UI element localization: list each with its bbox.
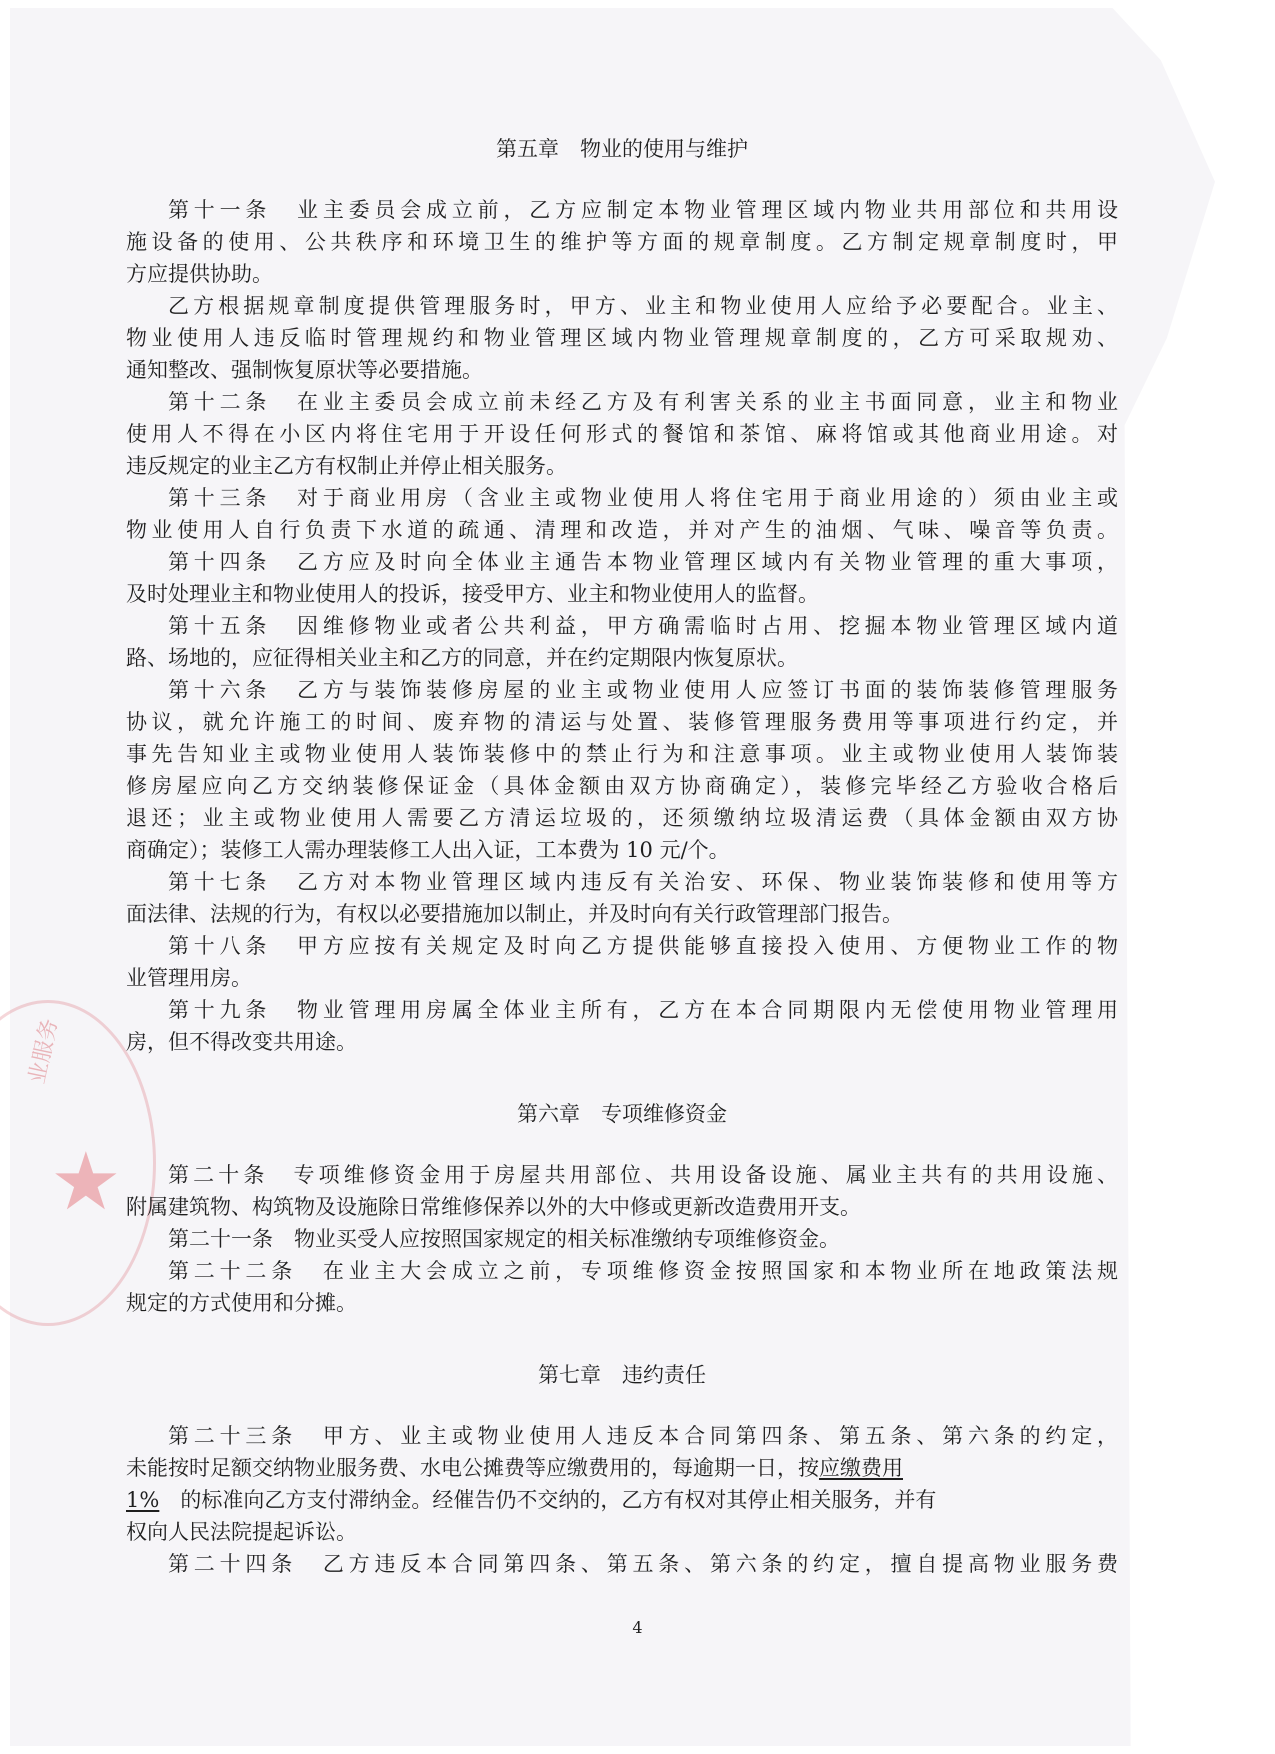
text-line: 第十七条 乙方对本物业管理区域内违反有关治安、环保、物业装饰装修和使用等方 (168, 870, 1118, 894)
text-line: 协议，就允许施工的时间、废弃物的清运与处置、装修管理服务费用等事项进行约定，并 (126, 710, 1118, 734)
text-span: 的标准向乙方支付滞纳金。经催告仍不交纳的，乙方有权对其停止相关服务，并有 (180, 1488, 937, 1512)
chapter-7-heading: 第七章 违约责任 (538, 1363, 706, 1387)
text-line: 及时处理业主和物业使用人的投诉，接受甲方、业主和物业使用人的监督。 (126, 582, 819, 606)
text-line: 第十二条 在业主委员会成立前未经乙方及有利害关系的业主书面同意，业主和物业 (168, 390, 1118, 414)
text-line (126, 1453, 1118, 1483)
text-span: 未能按时足额交纳物业服务费、水电公摊费等应缴费用的，每逾期一日，按 (126, 1456, 819, 1480)
underlined-fee-basis: 应缴费用 (819, 1456, 903, 1480)
text-line: 第十九条 物业管理用房属全体业主所有，乙方在本合同期限内无偿使用物业管理用 (168, 998, 1118, 1022)
text-line: 事先告知业主或物业使用人装饰装修中的禁止行为和注意事项。业主或物业使用人装饰装 (126, 742, 1118, 766)
star-icon: ★ (50, 1135, 122, 1228)
text-line: 第二十一条 物业买受人应按照国家规定的相关标准缴纳专项维修资金。 (168, 1227, 840, 1251)
text-line: 第二十四条 乙方违反本合同第四条、第五条、第六条的约定，擅自提高物业服务费 (168, 1552, 1118, 1576)
text-line: 第十四条 乙方应及时向全体业主通告本物业管理区域内有关物业管理的重大事项， (168, 550, 1118, 574)
text-line: 商确定）；装修工人需办理装修工人出入证，工本费为 10 元/个。 (126, 838, 730, 862)
text-line: 通知整改、强制恢复原状等必要措施。 (126, 358, 483, 382)
text-line: 业管理用房。 (126, 966, 252, 990)
text-line: 修房屋应向乙方交纳装修保证金（具体金额由双方协商确定），装修完毕经乙方验收合格后 (126, 774, 1118, 798)
text-line: 第二十二条 在业主大会成立之前，专项维修资金按照国家和本物业所在地政策法规 (168, 1259, 1118, 1283)
text-line (126, 1485, 1118, 1515)
text-line: 房，但不得改变共用途。 (126, 1030, 357, 1054)
chapter-6-heading: 第六章 专项维修资金 (517, 1102, 727, 1126)
text-line: 第十六条 乙方与装饰装修房屋的业主或物业使用人应签订书面的装饰装修管理服务 (168, 678, 1118, 702)
text-line: 使用人不得在小区内将住宅用于开设任何形式的餐馆和茶馆、麻将馆或其他商业用途。对 (126, 422, 1118, 446)
text-line: 违反规定的业主乙方有权制止并停止相关服务。 (126, 454, 567, 478)
underlined-rate: 1% (126, 1488, 160, 1512)
text-line: 第二十条 专项维修资金用于房屋共用部位、共用设备设施、属业主共有的共用设施、 (168, 1163, 1118, 1187)
text-line: 物业使用人自行负责下水道的疏通、清理和改造，并对产生的油烟、气味、噪音等负责。 (126, 518, 1118, 542)
text-line: 路、场地的，应征得相关业主和乙方的同意，并在约定期限内恢复原状。 (126, 646, 798, 670)
text-line: 面法律、法规的行为，有权以必要措施加以制止，并及时向有关行政管理部门报告。 (126, 902, 903, 926)
text-line: 第十一条 业主委员会成立前，乙方应制定本物业管理区域内物业共用部位和共用设 (168, 198, 1118, 222)
seal-text: 业服务 (24, 1016, 64, 1087)
text-line: 施设备的使用、公共秩序和环境卫生的维护等方面的规章制度。乙方制定规章制度时，甲 (126, 230, 1118, 254)
text-line: 退还；业主或物业使用人需要乙方清运垃圾的，还须缴纳垃圾清运费（具体金额由双方协 (126, 806, 1118, 830)
text-line: 规定的方式使用和分摊。 (126, 1291, 357, 1315)
text-line: 第十三条 对于商业用房（含业主或物业使用人将住宅用于商业用途的）须由业主或 (168, 486, 1118, 510)
text-line: 第十八条 甲方应按有关规定及时向乙方提供能够直接投入使用、方便物业工作的物 (168, 934, 1118, 958)
text-line: 物业使用人违反临时管理规约和物业管理区域内物业管理规章制度的，乙方可采取规劝、 (126, 326, 1118, 350)
text-line: 乙方根据规章制度提供管理服务时，甲方、业主和物业使用人应给予必要配合。业主、 (168, 294, 1118, 318)
page-number: 4 (632, 1618, 643, 1637)
text-line: 第十五条 因维修物业或者公共利益，甲方确需临时占用、挖掘本物业管理区域内道 (168, 614, 1118, 638)
chapter-5-heading: 第五章 物业的使用与维护 (496, 137, 748, 161)
text-line: 方应提供协助。 (126, 262, 273, 286)
text-line: 附属建筑物、构筑物及设施除日常维修保养以外的大中修或更新改造费用开支。 (126, 1195, 861, 1219)
text-line: 权向人民法院提起诉讼。 (126, 1520, 357, 1544)
text-line: 第二十三条 甲方、业主或物业使用人违反本合同第四条、第五条、第六条的约定， (168, 1424, 1118, 1448)
